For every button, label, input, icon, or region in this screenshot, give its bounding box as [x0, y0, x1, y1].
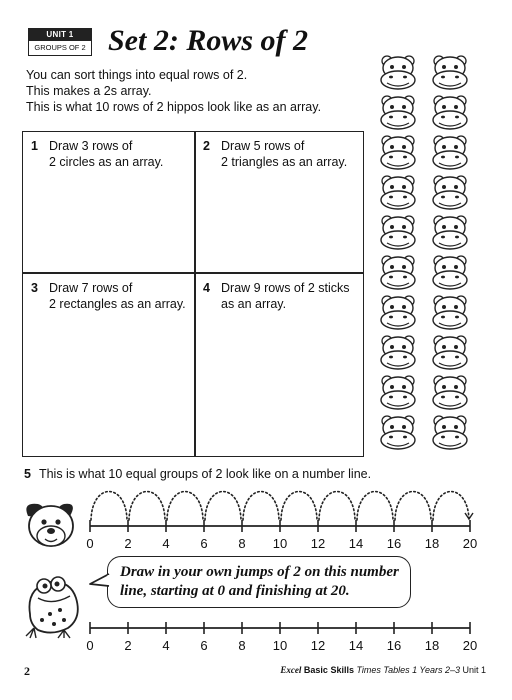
- task-3-line-2: 2 rectangles as an array.: [49, 297, 186, 311]
- task-2-line-1: Draw 5 rows of: [221, 139, 305, 153]
- hippo-face-icon: [433, 256, 467, 289]
- hippo-face-icon: [433, 376, 467, 409]
- hippo-face-icon: [381, 256, 415, 289]
- number-line-tick-label: 0: [86, 638, 94, 653]
- jump-arc: [91, 492, 127, 521]
- grid-divider-horizontal: [23, 272, 363, 274]
- number-line-tick-label: 8: [238, 638, 246, 653]
- hippo-face-icon: [381, 336, 415, 369]
- number-line-tick-label: 2: [124, 638, 132, 653]
- number-line-tick-label: 4: [162, 638, 170, 653]
- jump-arc: [319, 492, 355, 521]
- question-5-number: 5: [24, 467, 31, 481]
- jump-arc: [395, 492, 431, 521]
- number-line-tick-label: 20: [462, 536, 478, 551]
- footer-unit: Unit 1: [462, 665, 486, 675]
- hippo-face-icon: [381, 416, 415, 449]
- task-2-number: 2: [203, 139, 210, 153]
- hippo-face-icon: [381, 56, 415, 89]
- hippo-face-icon: [381, 376, 415, 409]
- speech-bubble-text: Draw in your own jumps of 2 on this number line, starting at 0 and finishing at 20.: [120, 564, 399, 599]
- hippo-face-icon: [433, 136, 467, 169]
- jump-arc: [205, 492, 241, 521]
- footer-brand: Excel: [280, 665, 302, 675]
- number-line-tick-label: 12: [310, 638, 326, 653]
- number-line-tick-label: 12: [310, 536, 326, 551]
- number-line-tick-label: 14: [348, 638, 364, 653]
- blank-number-line: [80, 618, 500, 654]
- unit-badge: [28, 28, 92, 56]
- grid-divider-vertical: [194, 132, 196, 456]
- frog-icon: [20, 574, 88, 640]
- footer-series: Basic Skills: [303, 665, 354, 675]
- hippo-face-icon: [433, 336, 467, 369]
- task-4-line-1: Draw 9 rows of 2 sticks: [221, 281, 350, 295]
- number-line-tick-label: 16: [386, 638, 402, 653]
- task-1-line-1: Draw 3 rows of: [49, 139, 133, 153]
- task-1: [31, 138, 191, 178]
- speech-bubble-tail: [88, 572, 110, 592]
- hippo-face-icon: [381, 176, 415, 209]
- dog-face-icon: [20, 496, 82, 554]
- hippo-face-icon: [433, 176, 467, 209]
- jump-arc: [243, 492, 279, 521]
- number-line-tick-label: 6: [200, 536, 208, 551]
- number-line-tick-label: 18: [424, 536, 440, 551]
- hippo-face-icon: [433, 216, 467, 249]
- task-1-number: 1: [31, 139, 38, 153]
- hippo-face-icon: [433, 96, 467, 129]
- page-number: 2: [24, 664, 30, 678]
- jump-arc: [357, 492, 393, 521]
- intro-line-2: This makes a 2s array.: [26, 84, 152, 98]
- speech-bubble: [107, 556, 411, 608]
- jump-arc: [167, 492, 203, 521]
- task-grid: [22, 131, 364, 457]
- hippo-face-icon: [433, 296, 467, 329]
- task-4-line-2: as an array.: [221, 297, 287, 311]
- task-4-number: 4: [203, 281, 210, 295]
- footer-book-title: Times Tables 1 Years 2–3: [356, 665, 460, 675]
- number-line-tick-label: 2: [124, 536, 132, 551]
- task-3: [31, 280, 191, 320]
- number-line-tick-label: 10: [272, 638, 288, 653]
- task-2-line-2: 2 triangles as an array.: [221, 155, 348, 169]
- number-line-tick-label: 6: [200, 638, 208, 653]
- unit-label: UNIT 1: [29, 29, 91, 41]
- hippo-face-icon: [381, 216, 415, 249]
- task-1-line-2: 2 circles as an array.: [49, 155, 164, 169]
- number-line-tick-label: 10: [272, 536, 288, 551]
- hippo-face-icon: [381, 296, 415, 329]
- number-line-tick-label: 20: [462, 638, 478, 653]
- number-line-with-jumps: [80, 476, 500, 560]
- book-footer: [280, 665, 486, 675]
- jump-arc: [433, 492, 469, 521]
- number-line-tick-label: 18: [424, 638, 440, 653]
- task-2: [203, 138, 363, 178]
- hippo-face-icon: [433, 56, 467, 89]
- task-3-line-1: Draw 7 rows of: [49, 281, 133, 295]
- number-line-tick-label: 8: [238, 536, 246, 551]
- task-4: [203, 280, 363, 320]
- intro-line-3: This is what 10 rows of 2 hippos look like as an array.: [26, 100, 322, 114]
- number-line-tick-label: 16: [386, 536, 402, 551]
- jump-arc: [129, 492, 165, 521]
- jump-arc: [281, 492, 317, 521]
- hippo-face-icon: [433, 416, 467, 449]
- number-line-tick-label: 14: [348, 536, 364, 551]
- number-line-tick-label: 0: [86, 536, 94, 551]
- hippo-face-icon: [381, 96, 415, 129]
- question-5-text: This is what 10 equal groups of 2 look like on a number line.: [38, 467, 372, 481]
- unit-topic: GROUPS OF 2: [34, 43, 86, 52]
- hippo-face-icon: [381, 136, 415, 169]
- intro-line-1: You can sort things into equal rows of 2.: [26, 68, 248, 82]
- task-3-number: 3: [31, 281, 38, 295]
- page-title: Set 2: Rows of 2: [108, 24, 309, 57]
- hippo-array: [376, 54, 480, 454]
- number-line-tick-label: 4: [162, 536, 170, 551]
